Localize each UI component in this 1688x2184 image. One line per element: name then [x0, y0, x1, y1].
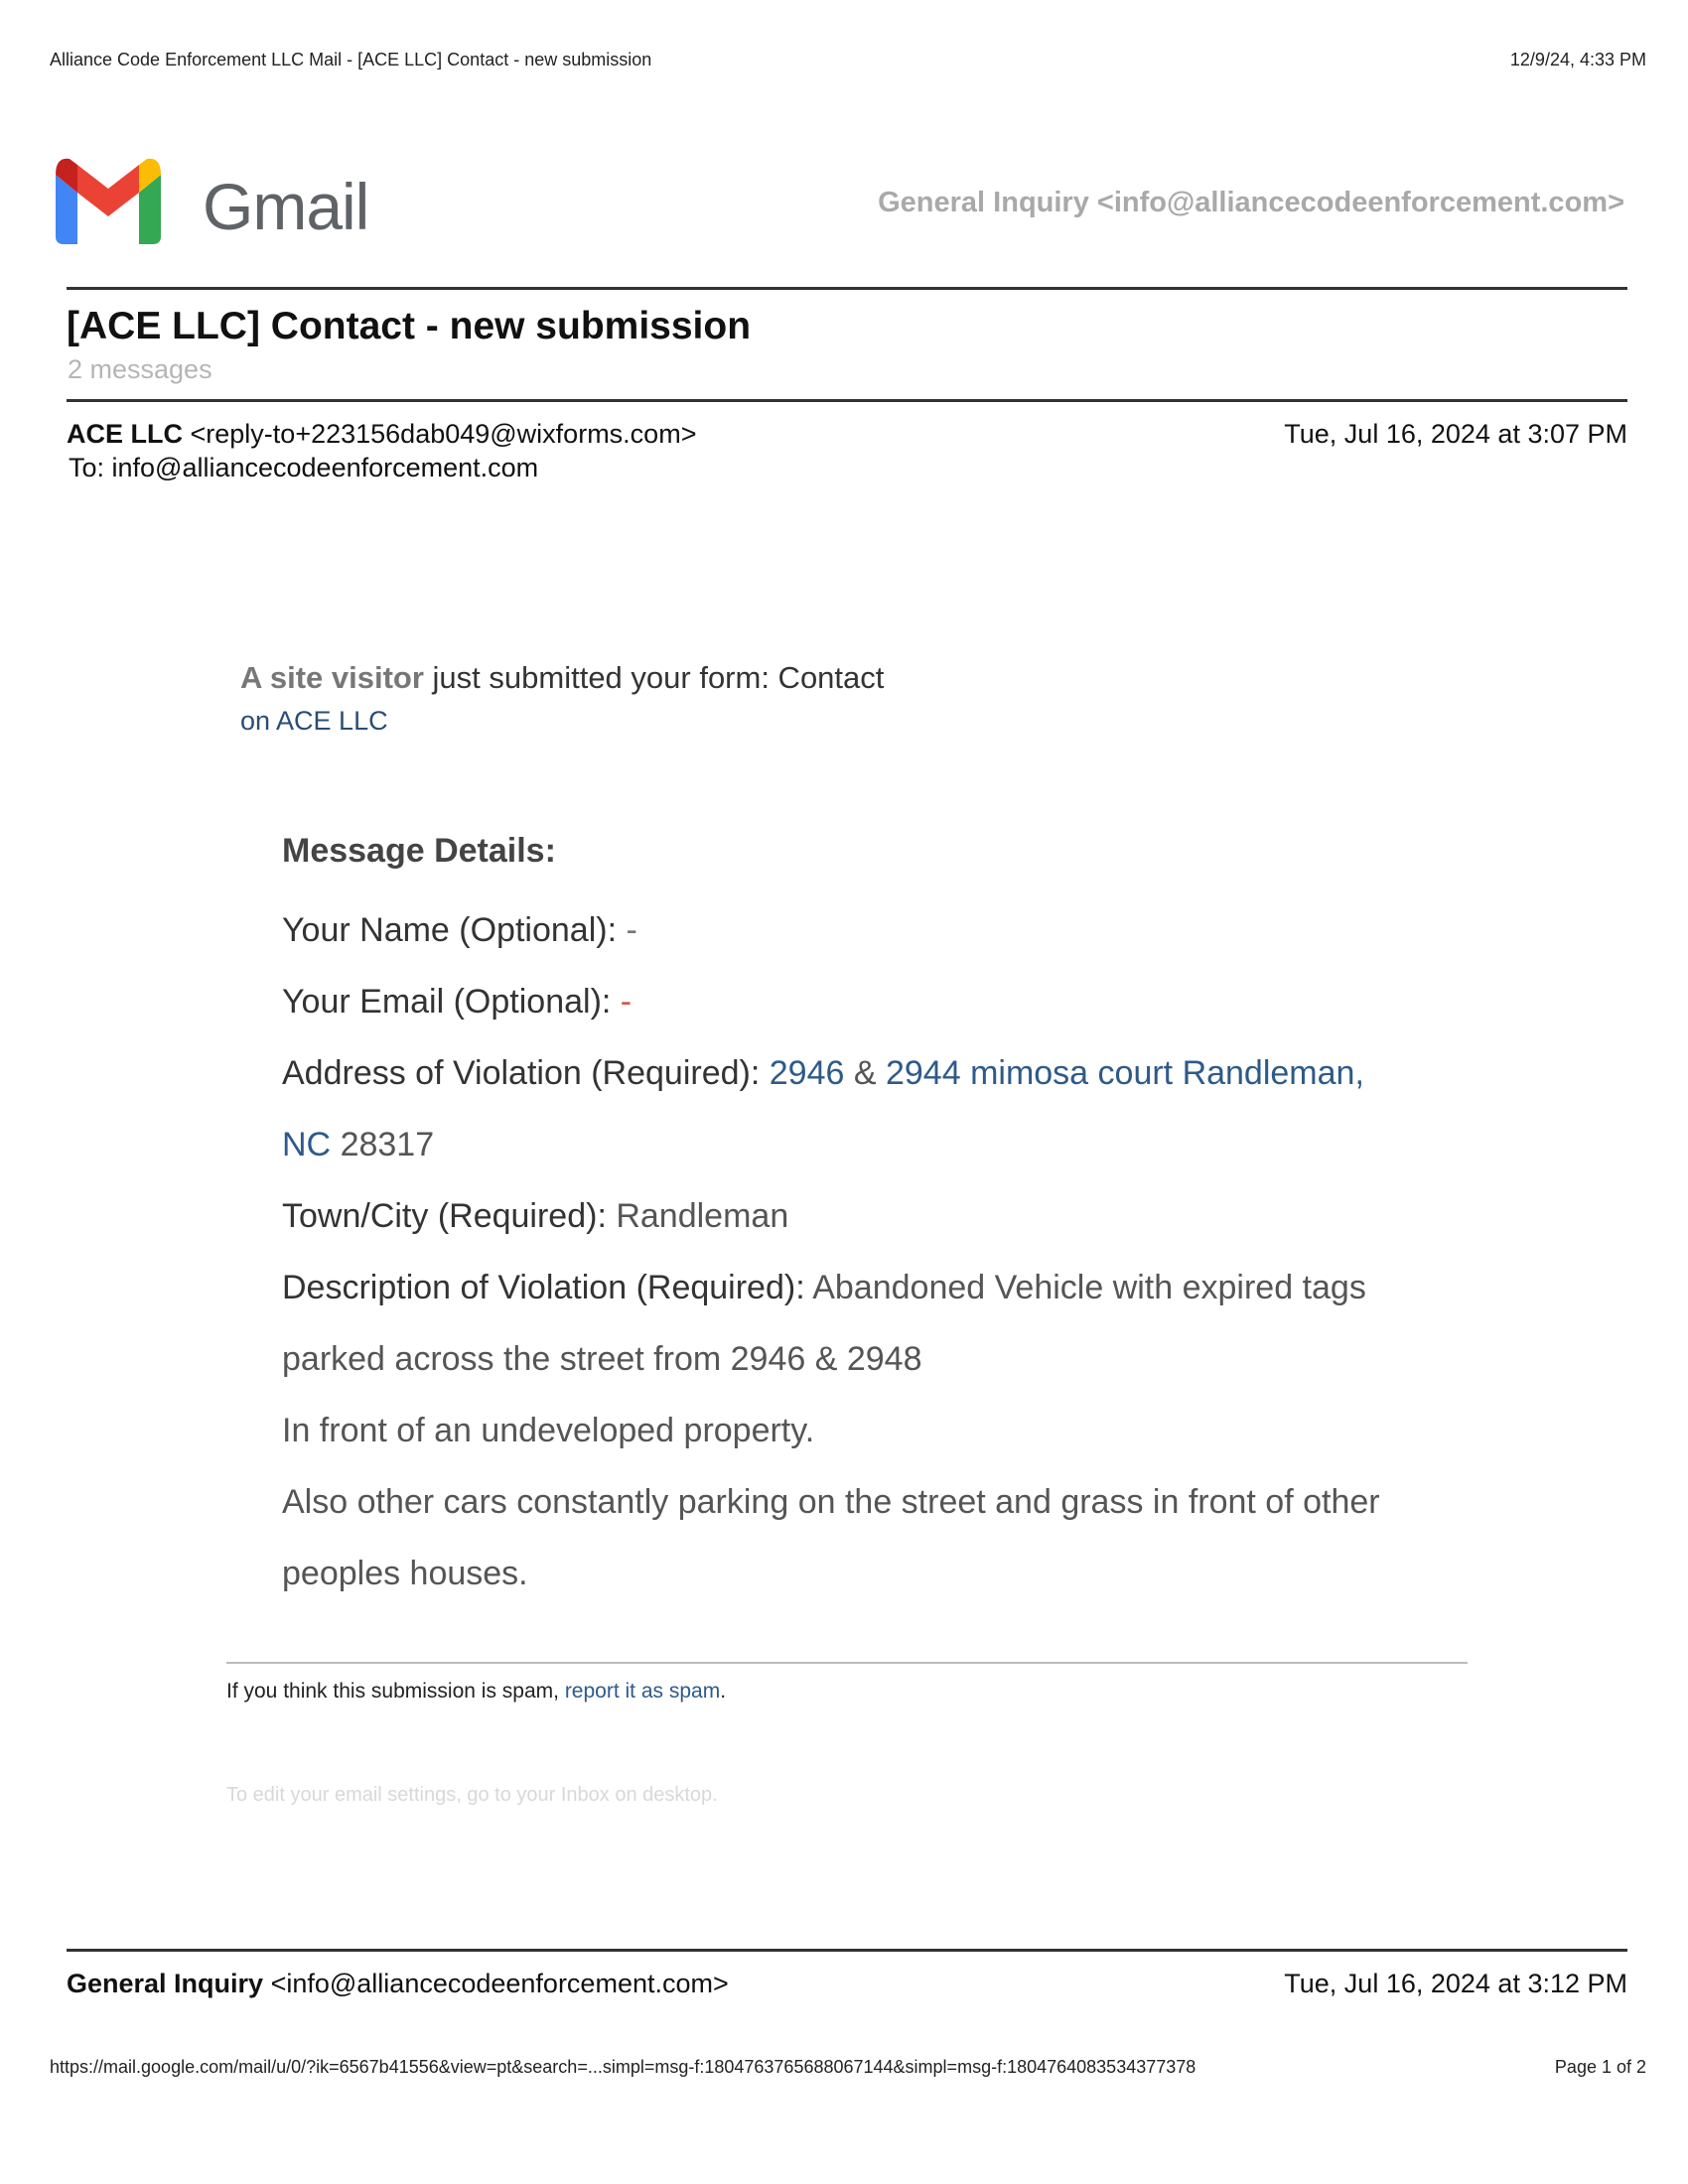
field-value: Randleman: [616, 1197, 789, 1235]
footer-divider: [226, 1662, 1468, 1664]
address-link[interactable]: NC: [282, 1126, 332, 1163]
description-line: Also other cars constantly parking on the street and grass in front of other: [282, 1483, 1380, 1521]
sender-name: General Inquiry: [67, 1969, 264, 1998]
field-label: Description of Violation (Required):: [282, 1269, 805, 1306]
field-label: Address of Violation (Required):: [282, 1054, 761, 1092]
report-spam-link[interactable]: report it as spam: [564, 1680, 721, 1703]
divider: [67, 1949, 1627, 1952]
field-town: [282, 1180, 1493, 1252]
divider: [67, 287, 1627, 290]
address-link[interactable]: 2946: [769, 1054, 845, 1092]
print-footer: [50, 2057, 1646, 2079]
print-header: [50, 50, 1646, 71]
message-date: Tue, Jul 16, 2024 at 3:07 PM: [1284, 419, 1627, 449]
print-date: 12/9/24, 4:33 PM: [1509, 50, 1646, 69]
message-details: [282, 832, 1493, 1609]
sender-name: ACE LLC: [67, 419, 183, 449]
field-value: -: [620, 983, 633, 1021]
settings-note: To edit your email settings, go to your Inbox on desktop.: [226, 1784, 718, 1806]
divider: [67, 399, 1627, 402]
description-line: Abandoned Vehicle with expired tags: [812, 1269, 1366, 1306]
gmail-m-icon: [56, 157, 161, 244]
brand-row: [56, 157, 1624, 251]
recipient: To: info@alliancecodeenforcement.com: [69, 453, 539, 482]
field-address: [282, 1037, 1493, 1180]
sender-address: <reply-to+223156dab049@wixforms.com>: [190, 419, 697, 449]
account-label: General Inquiry <info@alliancecodeenforcement.com>: [878, 187, 1624, 218]
spam-text: If you think this submission is spam,: [226, 1680, 559, 1703]
page-number: Page 1 of 2: [1554, 2057, 1646, 2077]
sender: [67, 1969, 729, 1999]
message-date: Tue, Jul 16, 2024 at 3:12 PM: [1284, 1969, 1627, 1998]
field-email: [282, 966, 1493, 1037]
spam-end: .: [720, 1680, 727, 1703]
gmail-wordmark: Gmail: [203, 170, 369, 243]
field-label: Your Name (Optional):: [282, 911, 618, 949]
spam-notice: [226, 1680, 726, 1704]
sender: [67, 419, 696, 450]
page-url: https://mail.google.com/mail/u/0/?ik=6567b41556&view=pt&search=...simpl=msg-f:1804763765688067144&simpl=msg-f:1804764083534377378: [50, 2057, 1196, 2077]
form-intro: [240, 660, 884, 696]
intro-who: A site visitor: [240, 660, 424, 695]
message-header: [67, 1969, 1627, 2034]
site-link[interactable]: on ACE LLC: [240, 706, 388, 736]
thread-subject: [ACE LLC] Contact - new submission: [67, 305, 752, 347]
field-label: Your Email (Optional):: [282, 983, 612, 1021]
details-heading: Message Details:: [282, 832, 556, 870]
description-line: In front of an undeveloped property.: [282, 1412, 815, 1449]
address-link[interactable]: 2944 mimosa court Randleman,: [885, 1054, 1364, 1092]
message-count: 2 messages: [68, 354, 212, 384]
address-zip: 28317: [340, 1126, 435, 1163]
print-title: Alliance Code Enforcement LLC Mail - [ACE LLC] Contact - new submission: [50, 50, 652, 69]
description-line: parked across the street from 2946 & 2948: [282, 1340, 922, 1378]
field-description: [282, 1252, 1493, 1609]
field-name: [282, 894, 1493, 966]
field-label: Town/City (Required):: [282, 1197, 607, 1235]
message-header: [67, 419, 1627, 484]
intro-text: just submitted your form: Contact: [432, 660, 885, 695]
description-line: peoples houses.: [282, 1555, 528, 1592]
sender-address: <info@alliancecodeenforcement.com>: [270, 1969, 729, 1998]
field-value: -: [626, 911, 637, 949]
address-amp: &: [853, 1054, 877, 1092]
